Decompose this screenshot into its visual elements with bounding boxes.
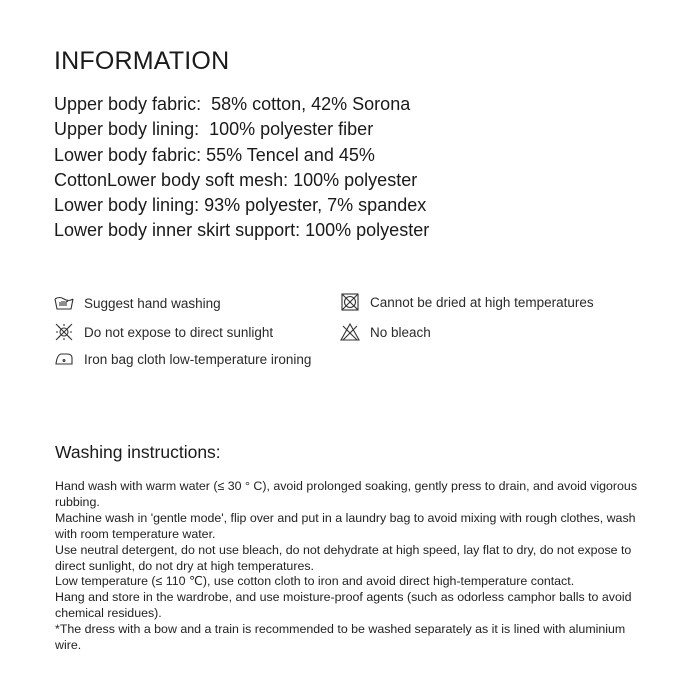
care-label: Iron bag cloth low-temperature ironing [84,351,312,367]
washing-instructions-list [55,479,645,654]
care-label: Do not expose to direct sunlight [84,324,274,340]
washing-instructions-title: Washing instructions: [55,442,221,462]
washing-instruction: Low temperature (≤ 110 ℃), use cotton cloth to iron and avoid direct high-temperature contact. [55,574,575,589]
no-bleach-icon [340,323,360,341]
no-sunlight-icon [54,323,74,341]
care-item-no-sunlight [54,323,273,341]
fabric-line: Upper body lining: 100% polyester fiber [54,119,374,140]
washing-instruction: *The dress with a bow and a train is recommended to be washed separately as it is lined with aluminium wire. [55,622,626,653]
fabric-line: CottonLower body soft mesh: 100% polyester [54,169,418,190]
washing-instruction: Machine wash in 'gentle mode', flip over and put in a laundry bag to avoid mixing with rough clothes, wash with room temperature water. [55,510,636,541]
iron-low-icon [54,350,74,368]
fabric-line: Lower body inner skirt support: 100% polyester [54,220,430,241]
care-label: Suggest hand washing [84,295,221,311]
fabric-line: Upper body fabric: 58% cotton, 42% Sorona [54,94,411,114]
fabric-line: Lower body fabric: 55% Tencel and 45% [54,144,375,165]
care-item-no-bleach [340,323,431,341]
washing-instruction: Hang and store in the wardrobe, and use moisture-proof agents (such as odorless camphor balls to avoid chemical residues). [55,590,632,621]
washing-instruction: Use neutral detergent, do not use bleach, do not dehydrate at high speed, lay flat to dry, do not expose to direct sunlight, do not dry at high temperatures. [55,542,632,573]
fabric-line: Lower body lining: 93% polyester, 7% spandex [54,195,427,216]
care-item-no-tumble-dry [340,293,594,311]
hand-wash-icon [54,294,74,312]
care-item-hand-wash [54,294,221,312]
washing-instruction: Hand wash with warm water (≤ 30 ° C), avoid prolonged soaking, gently press to drain, and avoid vigorous rubbing. [55,479,638,509]
care-label: No bleach [370,324,431,340]
no-tumble-dry-icon [340,293,360,311]
care-item-iron-low [54,350,311,368]
care-label: Cannot be dried at high temperatures [370,294,594,310]
information-title: INFORMATION [54,47,230,75]
